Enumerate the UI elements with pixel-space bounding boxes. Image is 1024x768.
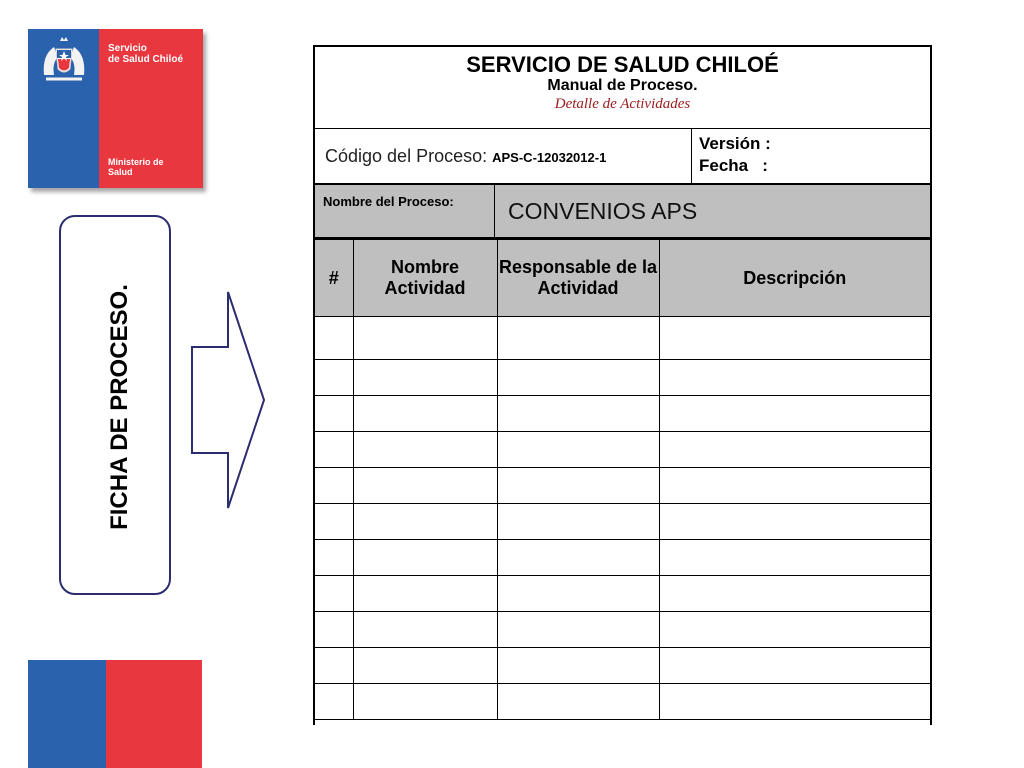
flag-red-band [106,660,202,768]
col-description: Descripción [659,240,930,317]
table-cell [497,648,659,684]
code-label: Código del Proceso: APS-C-12032012-1 [325,146,607,166]
table-cell [353,684,497,720]
col-responsible: Responsable de la Actividad [497,240,659,317]
document-subtitle: Manual de Proceso. [547,77,698,94]
table-cell [315,468,353,504]
table-cell [497,504,659,540]
side-label: FICHA DE PROCESO. [106,284,133,530]
bottom-flag [28,660,202,768]
flag-blue-band [28,660,106,768]
table-cell [659,648,930,684]
table-cell [659,684,930,720]
side-label-box [59,215,171,595]
table-cell [497,684,659,720]
table-cell [659,504,930,540]
table-row [315,540,930,576]
table-cell [315,360,353,396]
table-cell [497,360,659,396]
table-cell [659,612,930,648]
activities-table [315,239,930,720]
logo-line4: Salud [108,167,133,177]
col-number: # [315,240,353,317]
table-cell [315,432,353,468]
table-cell [497,468,659,504]
table-cell [315,648,353,684]
logo-line1: Servicio [108,43,147,54]
table-cell [353,396,497,432]
table-cell [497,576,659,612]
table-cell [315,612,353,648]
process-name-label: Nombre del Proceso: [323,194,454,209]
document-detail: Detalle de Actividades [554,96,691,112]
table-cell [497,432,659,468]
process-name-value: CONVENIOS APS [508,198,698,224]
table-cell [315,684,353,720]
table-row [315,432,930,468]
table-cell [315,540,353,576]
table-cell [659,360,930,396]
coat-of-arms-icon [36,35,92,85]
table-row [315,468,930,504]
table-cell [497,540,659,576]
code-row [315,129,930,185]
table-row [315,576,930,612]
table-cell [659,432,930,468]
code-cell [315,129,692,183]
table-row [315,504,930,540]
table-header-row [315,240,930,317]
ministry-logo [28,29,203,188]
process-name-row [315,185,930,239]
table-cell [659,396,930,432]
table-cell [353,576,497,612]
table-cell [353,360,497,396]
document-header [315,47,930,129]
table-cell [353,648,497,684]
table-cell [315,576,353,612]
table-cell [659,540,930,576]
table-cell [497,317,659,360]
version-date-cell [699,133,771,177]
table-row [315,612,930,648]
logo-ministry-text [108,157,164,177]
table-cell [315,317,353,360]
logo-line3: Ministerio de [108,157,164,167]
table-row [315,317,930,360]
table-row [315,684,930,720]
code-label-text: Código del Proceso [325,146,483,166]
version-label: Versión : [699,134,771,153]
logo-line2: de Salud Chiloé [108,54,184,65]
document-title: SERVICIO DE SALUD CHILOÉ [466,52,779,77]
table-cell [353,468,497,504]
process-document [313,45,932,725]
table-cell [353,504,497,540]
table-cell [315,504,353,540]
table-row [315,396,930,432]
table-row [315,648,930,684]
table-cell [659,468,930,504]
logo-service-text [108,43,183,65]
right-arrow-icon [190,290,270,515]
table-cell [353,317,497,360]
table-cell [353,540,497,576]
table-cell [353,432,497,468]
table-cell [353,612,497,648]
table-cell [497,396,659,432]
table-row [315,360,930,396]
date-label: Fecha : [699,156,768,175]
process-name-label-cell [315,185,495,237]
table-cell [659,576,930,612]
table-cell [315,396,353,432]
table-cell [497,612,659,648]
col-activity-name: Nombre Actividad [353,240,497,317]
table-cell [659,317,930,360]
code-value: APS-C-12032012-1 [492,150,607,165]
